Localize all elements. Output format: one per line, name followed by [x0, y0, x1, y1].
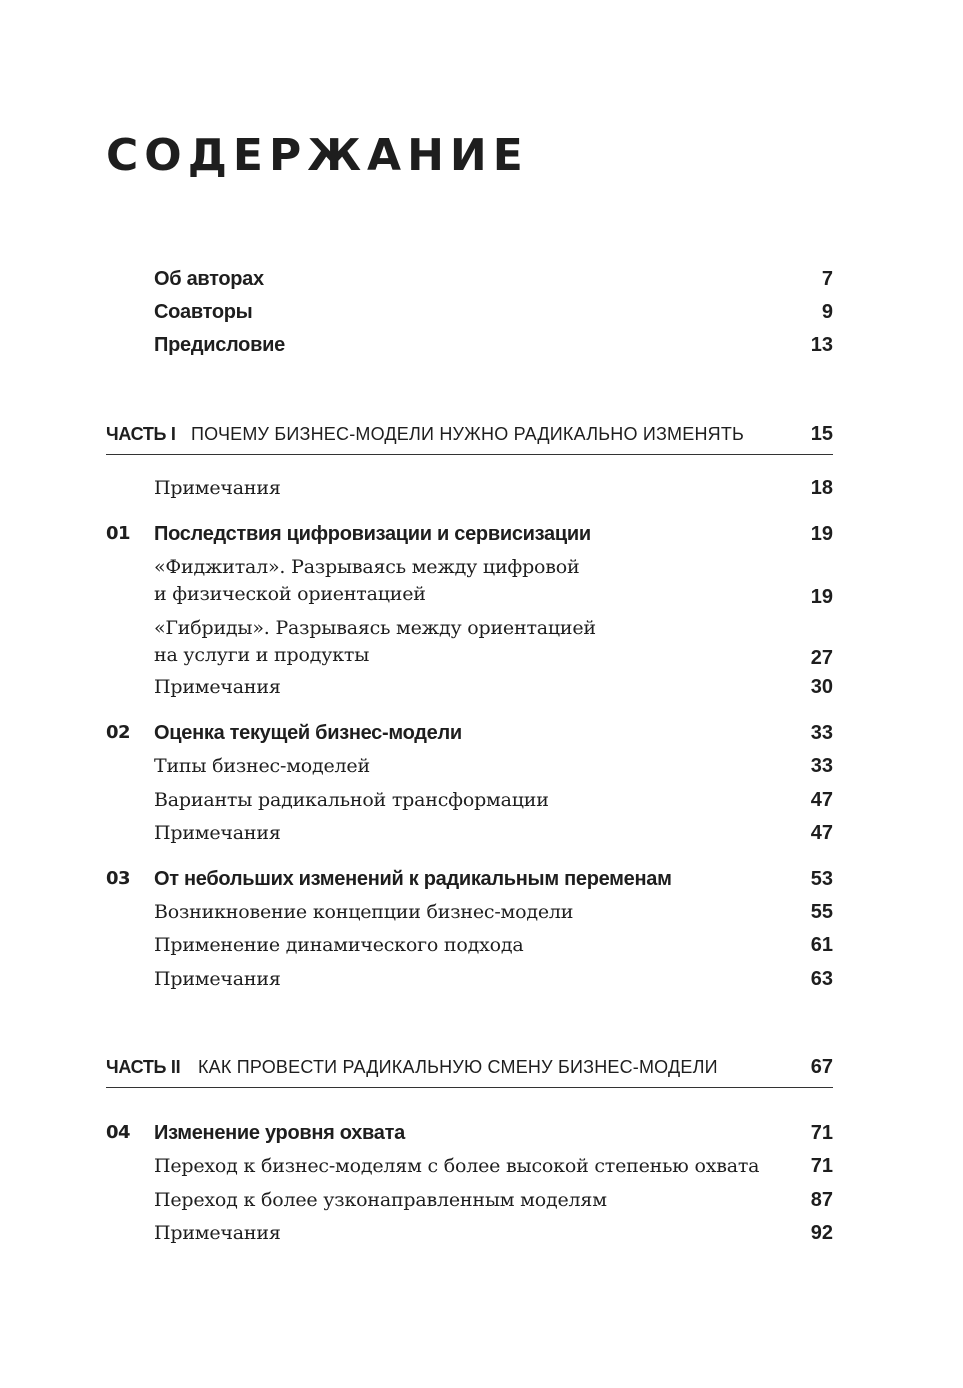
entry-label: Соавторы	[154, 301, 253, 323]
entry-page-number: 87	[810, 1189, 833, 1211]
toc-entry-ch4-notes[interactable]	[106, 1218, 833, 1248]
entry-label: Предисловие	[154, 334, 285, 356]
toc-entry-dynamic-approach[interactable]	[106, 930, 833, 960]
toc-entry-ch1-notes[interactable]	[106, 672, 833, 702]
toc-entry-hybrids[interactable]	[106, 613, 833, 673]
entry-label: Применение динамического подхода	[154, 934, 524, 956]
entry-page-number: 30	[810, 676, 833, 698]
part-title: КАК ПРОВЕСТИ РАДИКАЛЬНУЮ СМЕНУ БИЗНЕС-МОДЕЛИ	[198, 1057, 718, 1077]
chapter-title: Последствия цифровизации и сервисизации	[154, 523, 591, 545]
entry-page-number: 7	[821, 268, 833, 290]
toc-entry-narrow-models[interactable]	[106, 1185, 833, 1215]
entry-label-line1: «Гибриды». Разрываясь между ориентацией	[154, 617, 596, 639]
chapter-entry-02[interactable]	[106, 718, 833, 748]
chapter-number: 01	[106, 523, 131, 544]
entry-page-number: 13	[810, 334, 833, 356]
entry-page-number: 9	[821, 301, 833, 323]
entry-label	[154, 554, 579, 608]
entry-page-number: 63	[810, 968, 833, 990]
entry-label: Об авторах	[154, 268, 264, 290]
toc-entry-higher-coverage[interactable]	[106, 1151, 833, 1181]
part-heading-2[interactable]	[106, 1053, 833, 1088]
part-number: ЧАСТЬ II	[106, 1057, 181, 1077]
chapter-entry-04[interactable]	[106, 1118, 833, 1148]
part-heading-1[interactable]	[106, 420, 833, 455]
entry-page-number: 47	[810, 789, 833, 811]
toc-entry-about-authors[interactable]	[106, 264, 833, 294]
toc-entry-transformation-options[interactable]	[106, 785, 833, 815]
entry-page-number: 55	[810, 901, 833, 923]
entry-page-number: 18	[810, 477, 833, 499]
entry-label: Типы бизнес-моделей	[154, 755, 370, 777]
page-title: СОДЕРЖАНИЕ	[106, 130, 529, 181]
entry-page-number: 71	[810, 1155, 833, 1177]
chapter-page-number: 53	[810, 868, 833, 890]
entry-page-number: 47	[810, 822, 833, 844]
entry-page-number: 33	[810, 755, 833, 777]
entry-page-number: 61	[810, 934, 833, 956]
chapter-number: 03	[106, 868, 131, 889]
toc-entry-ch3-notes[interactable]	[106, 964, 833, 994]
entry-label: Варианты радикальной трансформации	[154, 789, 549, 811]
entry-label-line2: и физической ориентацией	[154, 583, 426, 605]
entry-label-line2: на услуги и продукты	[154, 644, 370, 666]
chapter-page-number: 33	[810, 722, 833, 744]
entry-label: Примечания	[154, 477, 281, 499]
chapter-title: От небольших изменений к радикальным переменам	[154, 868, 672, 890]
chapter-title: Оценка текущей бизнес-модели	[154, 722, 462, 744]
entry-label: Примечания	[154, 676, 281, 698]
chapter-title: Изменение уровня охвата	[154, 1122, 405, 1144]
entry-page-number: 92	[810, 1222, 833, 1244]
toc-entry-phygital[interactable]	[106, 552, 833, 612]
chapter-number: 02	[106, 722, 131, 743]
toc-entry-model-types[interactable]	[106, 751, 833, 781]
entry-page-number: 27	[810, 647, 833, 669]
entry-label: Примечания	[154, 968, 281, 990]
chapter-page-number: 19	[810, 523, 833, 545]
toc-entry-ch2-notes[interactable]	[106, 818, 833, 848]
entry-label-line1: «Фиджитал». Разрываясь между цифровой	[154, 556, 580, 578]
entry-label: Переход к более узконаправленным моделям	[154, 1189, 607, 1211]
chapter-entry-03[interactable]	[106, 864, 833, 894]
entry-label: Переход к бизнес-моделям с более высокой степенью охвата	[154, 1155, 760, 1177]
chapter-entry-01[interactable]	[106, 519, 833, 549]
entry-label: Примечания	[154, 822, 281, 844]
toc-entry-concept-origin[interactable]	[106, 897, 833, 927]
toc-entry-coauthors[interactable]	[106, 297, 833, 327]
entry-label	[154, 615, 596, 669]
toc-entry-preface[interactable]	[106, 330, 833, 360]
chapter-number: 04	[106, 1122, 131, 1143]
part-page-number: 15	[810, 423, 833, 445]
part-page-number: 67	[810, 1056, 833, 1078]
entry-label: Возникновение концепции бизнес-модели	[154, 901, 574, 923]
entry-page-number: 19	[810, 586, 833, 608]
part-number: ЧАСТЬ I	[106, 424, 176, 444]
part-title: ПОЧЕМУ БИЗНЕС-МОДЕЛИ НУЖНО РАДИКАЛЬНО ИЗМЕНЯТЬ	[191, 424, 745, 444]
toc-entry-part1-notes[interactable]	[106, 473, 833, 503]
chapter-page-number: 71	[810, 1122, 833, 1144]
entry-label: Примечания	[154, 1222, 281, 1244]
